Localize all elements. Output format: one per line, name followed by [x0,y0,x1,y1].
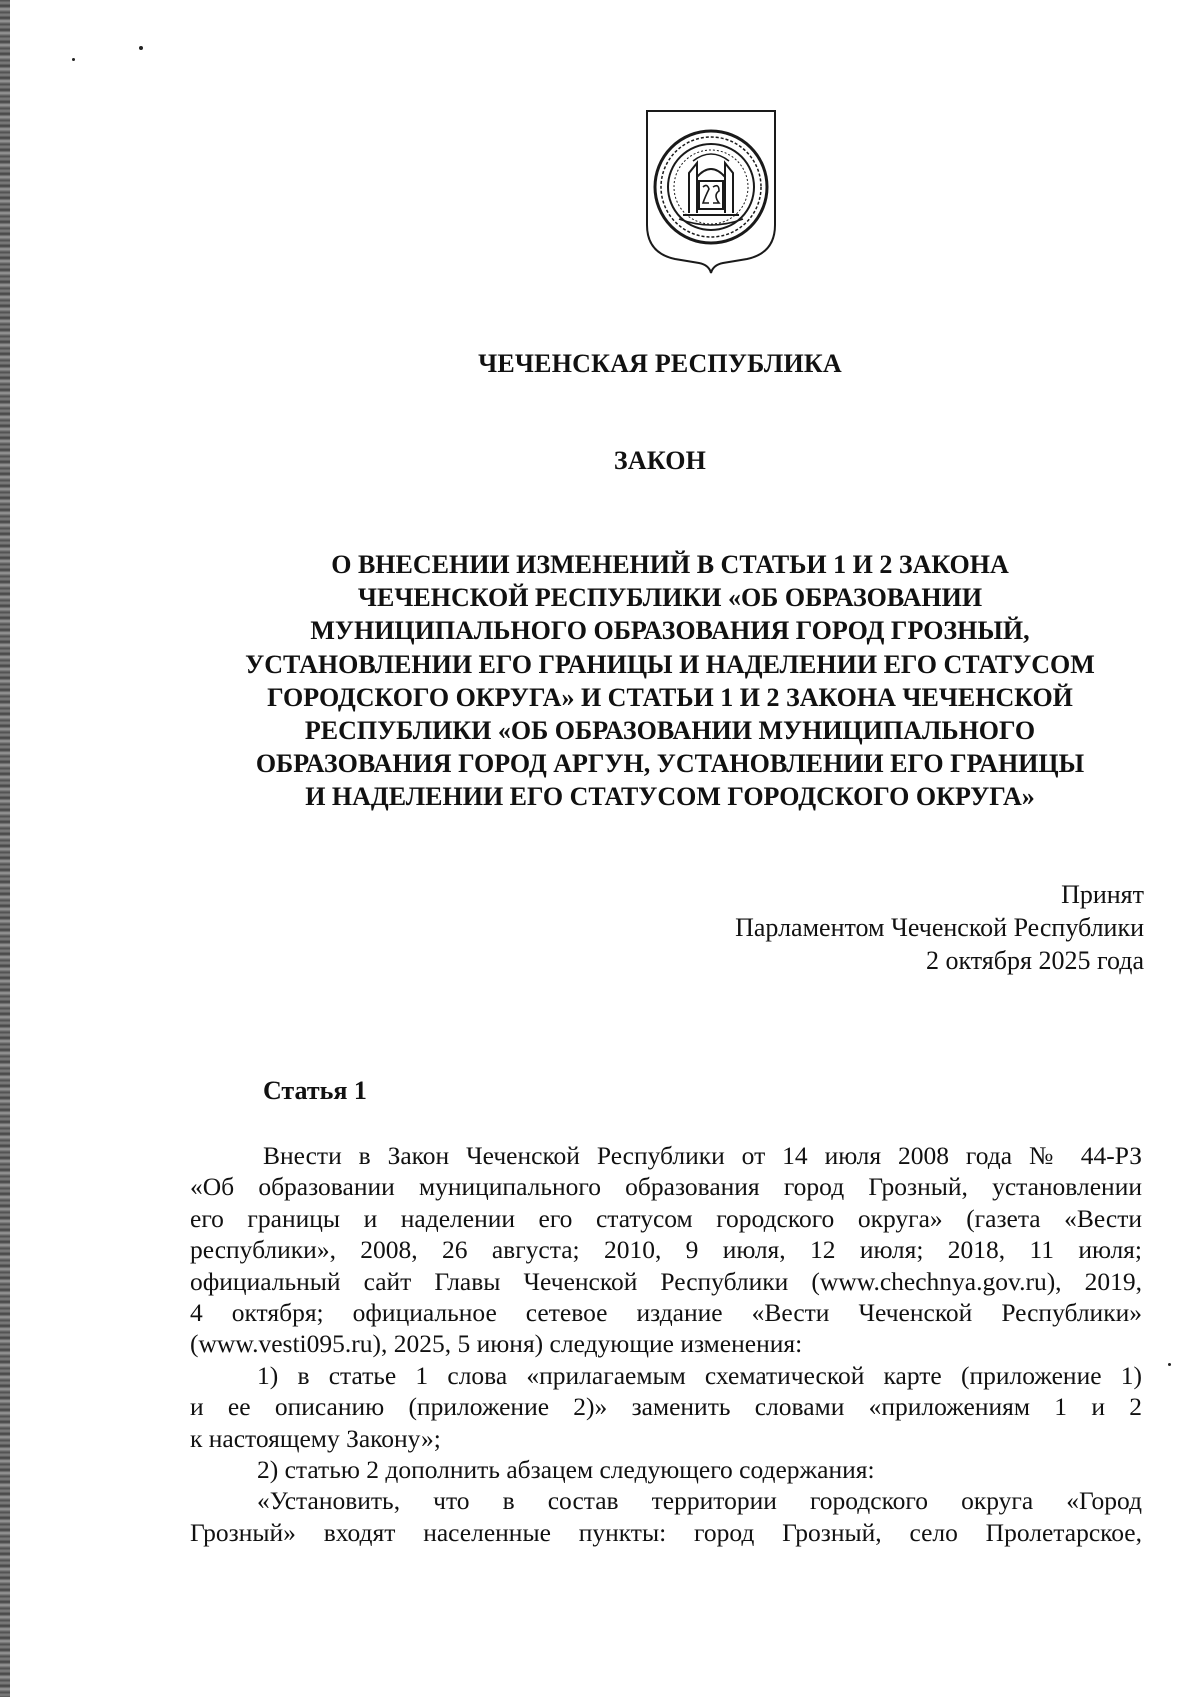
document-type-heading: ЗАКОН [613,446,707,475]
text-line: (www.vesti095.ru), 2025, 5 июня) следующие изменения: [190,1329,803,1359]
republic-heading: ЧЕЧЕНСКАЯ РЕСПУБЛИКА [478,349,842,378]
law-title-line: ЧЕЧЕНСКОЙ РЕСПУБЛИКИ «ОБ ОБРАЗОВАНИИ [357,583,983,613]
text-line: его границы и наделении его статусом городского округа» (газета «Вести [190,1203,1142,1233]
law-title-line: ОБРАЗОВАНИЯ ГОРОД АРГУН, УСТАНОВЛЕНИИ ЕГО ГРАНИЦЫ [255,749,1085,779]
scan-edge-artifact [0,0,10,1697]
text-line: республики», 2008, 26 августа; 2010, 9 июля, 12 июля; 2018, 11 июля; [190,1235,1142,1265]
text-line: Внести в Закон Чеченской Республики от 14 июля 2008 года № 44-РЗ [263,1141,1142,1170]
article-1-item-1 [190,1360,1142,1454]
text-line: официальный сайт Главы Чеченской Республики (www.chechnya.gov.ru), 2019, [190,1266,1142,1296]
scan-speck [139,46,143,50]
law-title-line: И НАДЕЛЕНИИ ЕГО СТАТУСОМ ГОРОДСКОГО ОКРУГА» [305,782,1035,812]
text-line: «Установить, что в состав территории городского округа «Город [257,1486,1142,1516]
adoption-body: Парламентом Чеченской Республики [735,913,1144,942]
adoption-date: 2 октября 2025 года [926,946,1144,975]
law-title-line: УСТАНОВЛЕНИИ ЕГО ГРАНИЦЫ И НАДЕЛЕНИИ ЕГО СТАТУСОМ [245,649,1095,679]
text-line: 2) статью 2 дополнить абзацем следующего содержания: [257,1455,875,1485]
law-title-line: РЕСПУБЛИКИ «ОБ ОБРАЗОВАНИИ МУНИЦИПАЛЬНОГО [304,716,1036,746]
law-title-line: О ВНЕСЕНИИ ИЗМЕНЕНИЙ В СТАТЬИ 1 И 2 ЗАКОНА [331,550,1009,579]
law-title-line: МУНИЦИПАЛЬНОГО ОБРАЗОВАНИЯ ГОРОД ГРОЗНЫЙ, [310,616,1030,646]
article-1-quote [190,1485,1142,1548]
law-title-line: ГОРОДСКОГО ОКРУГА» И СТАТЬИ 1 И 2 ЗАКОНА ЧЕЧЕНСКОЙ [267,682,1073,712]
text-line: к настоящему Закону»; [190,1423,441,1453]
article-1-body [190,1140,1142,1548]
text-line: 1) в статье 1 слова «прилагаемым схематической карте (приложение 1) [257,1360,1142,1390]
text-line: 4 октября; официальное сетевое издание «Вести Чеченской Республики» [190,1298,1142,1328]
adoption-block [735,878,1144,977]
text-line: «Об образовании муниципального образования город Грозный, установлении [190,1172,1142,1202]
text-line: и ее описанию (приложение 2)» заменить словами «приложениям 1 и 2 [190,1392,1142,1422]
article-1-heading: Статья 1 [263,1076,367,1105]
law-title [190,548,1150,814]
article-1-item-2 [190,1454,1142,1485]
coat-of-arms-icon [643,107,779,275]
adoption-status: Принят [1061,880,1144,909]
text-line: Грозный» входят населенные пункты: город Грозный, село Пролетарское, [190,1517,1142,1547]
article-1-intro-paragraph [190,1140,1142,1360]
scan-speck [72,58,75,61]
scan-speck [1168,1363,1171,1366]
